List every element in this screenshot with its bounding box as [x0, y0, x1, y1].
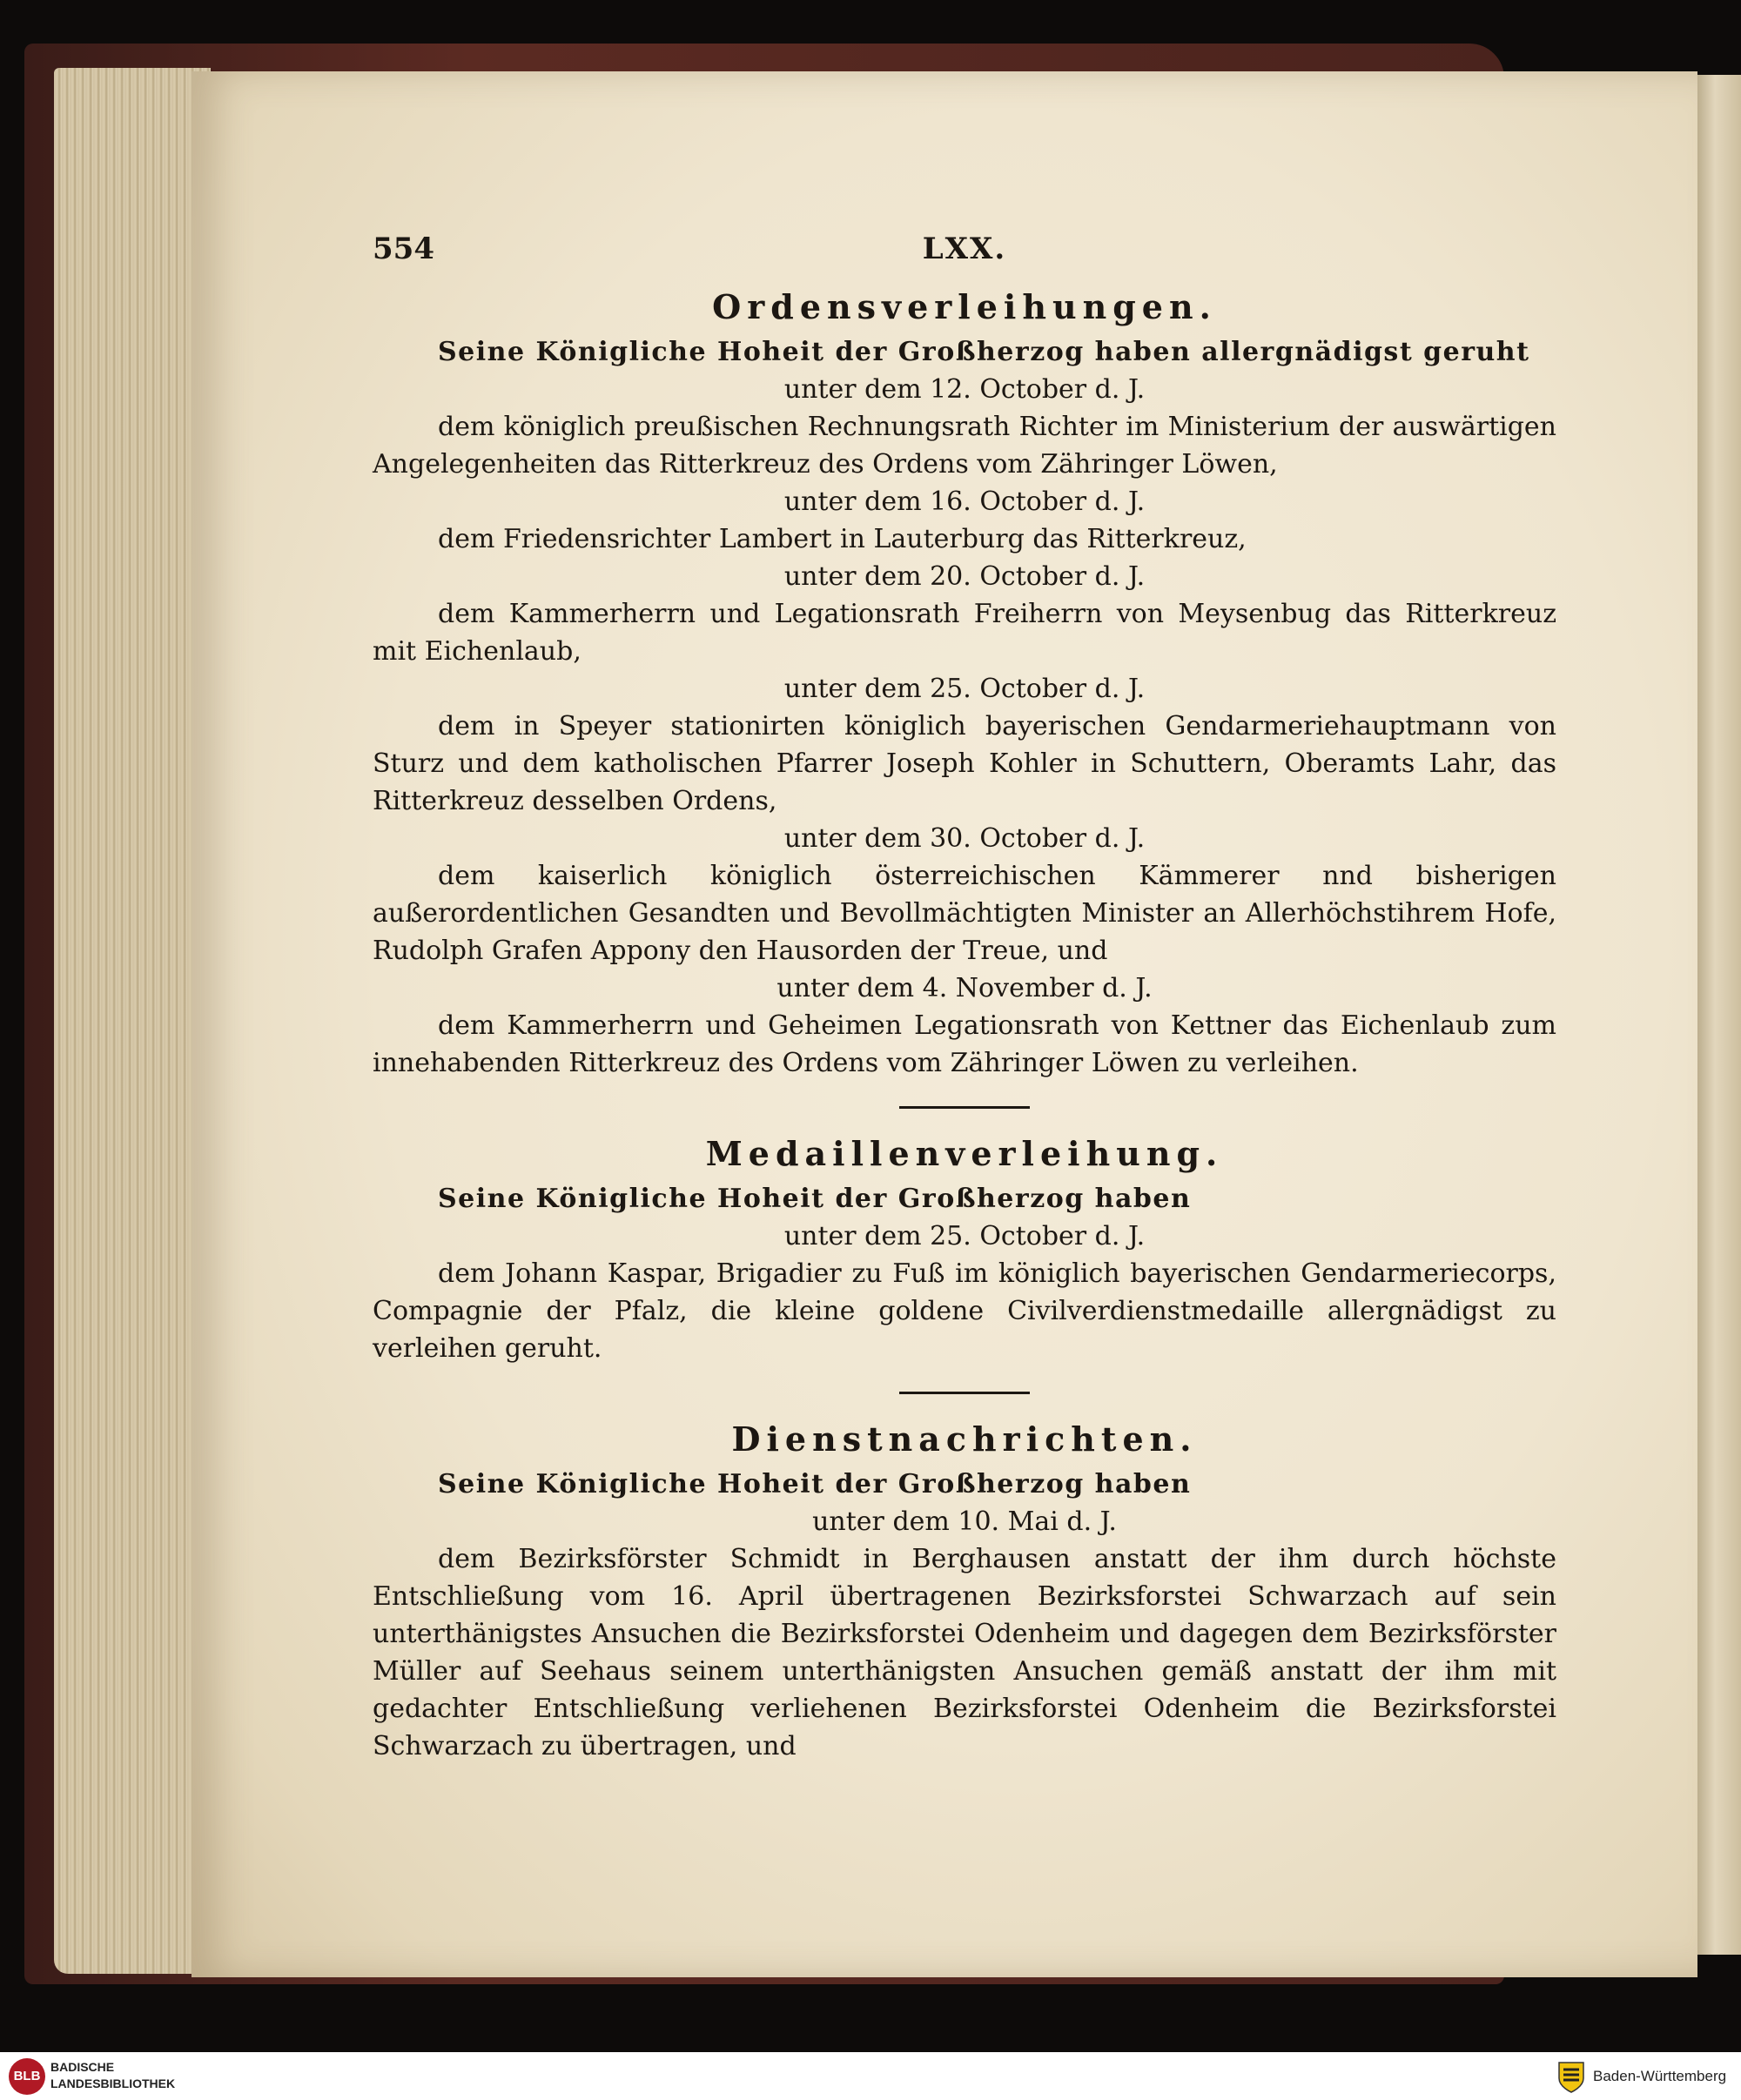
- page-content: [373, 231, 1556, 1765]
- entry-date: unter dem 30. October d. J.: [783, 823, 1146, 854]
- heading-dienstnachrichten: Dienstnachrichten.: [731, 1419, 1198, 1459]
- page-edges: [54, 68, 211, 1974]
- blb-wordmark[interactable]: [50, 2059, 175, 2092]
- entry-text: dem Kammerherrn und Legationsrath Freiherrn von Meysenbug das Ritterkreuz mit Eichenlaub,: [373, 599, 1556, 667]
- entry-date: unter dem 4. November d. J.: [776, 973, 1153, 1003]
- blb-logo-icon[interactable]: BLB: [9, 2058, 45, 2095]
- entry-text: dem Johann Kaspar, Brigadier zu Fuß im königlich bayerischen Gendarmeriecorps, Compagnie der Pfalz, die kleine goldene Civilverdienstmedaille allergnädigst zu verleihen geruht.: [373, 1258, 1556, 1364]
- section-number: LXX.: [922, 231, 1007, 266]
- entry-date: unter dem 20. October d. J.: [783, 561, 1146, 592]
- entry-date: unter dem 25. October d. J.: [783, 1221, 1146, 1251]
- entry-text: dem königlich preußischen Rechnungsrath Richter im Ministerium der auswärtigen Angelegenheiten das Ritterkreuz des Ordens vom Zähringer Löwen,: [373, 412, 1556, 480]
- section-divider: [899, 1392, 1030, 1394]
- entry-date: unter dem 10. Mai d. J.: [812, 1506, 1117, 1537]
- page-header: [373, 231, 1556, 279]
- entry-date: unter dem 16. October d. J.: [783, 486, 1146, 517]
- section-divider: [899, 1106, 1030, 1109]
- page-number: 554: [373, 231, 434, 266]
- entry-text: dem Bezirksförster Schmidt in Berghausen anstatt der ihm durch höchste Entschließung vom 16. April übertragenen Bezirksforstei Schwarzach auf sein unterthänigstes Ansuchen die Bezirksforstei Odenheim und dagegen dem Bezirksförster Müller auf Seehaus seinem unterthänigsten Ansuchen gemäß anstatt der ihm mit gedachter Entschließung verliehenen Bezirksforstei Odenheim die Bezirksforstei Schwarzach zu übertragen, und: [373, 1544, 1556, 1761]
- section-intro: Seine Königliche Hoheit der Großherzog haben allergnädigst geruht: [438, 337, 1530, 367]
- entry-text: dem in Speyer stationirten königlich bayerischen Gendarmeriehauptmann von Sturz und dem katholischen Pfarrer Joseph Kohler in Schuttern, Oberamts Lahr, das Ritterkreuz desselben Ordens,: [373, 711, 1556, 816]
- entry-text: dem Friedensrichter Lambert in Lauterburg das Ritterkreuz,: [438, 524, 1247, 554]
- blb-line2: LANDESBIBLIOTHEK: [50, 2077, 176, 2090]
- section-intro: Seine Königliche Hoheit der Großherzog haben: [438, 1184, 1192, 1214]
- heading-ordensverleihungen: Ordensverleihungen.: [712, 287, 1217, 326]
- blb-line1: BADISCHE: [50, 2060, 115, 2074]
- baden-wuerttemberg-label[interactable]: Baden-Württemberg: [1593, 2068, 1727, 2084]
- entry-text: dem kaiserlich königlich österreichischen Kämmerer nnd bisherigen außerordentlichen Gesandten und Bevollmächtigten Minister an Allerhöchstihrem Hofe, Rudolph Grafen Appony den Hausorden der Treue, und: [373, 861, 1556, 966]
- section-intro: Seine Königliche Hoheit der Großherzog haben: [438, 1469, 1192, 1500]
- next-page-edge: [1697, 75, 1741, 1955]
- footer-bar: [0, 2052, 1741, 2100]
- heading-medaillenverleihung: Medaillenverleihung.: [705, 1134, 1224, 1173]
- entry-date: unter dem 25. October d. J.: [783, 674, 1146, 704]
- baden-wuerttemberg-emblem-icon[interactable]: [1556, 2059, 1586, 2094]
- entry-text: dem Kammerherrn und Geheimen Legationsrath von Kettner das Eichenlaub zum innehabenden Ritterkreuz des Ordens vom Zähringer Löwen zu verleihen.: [373, 1010, 1556, 1078]
- entry-date: unter dem 12. October d. J.: [783, 374, 1146, 405]
